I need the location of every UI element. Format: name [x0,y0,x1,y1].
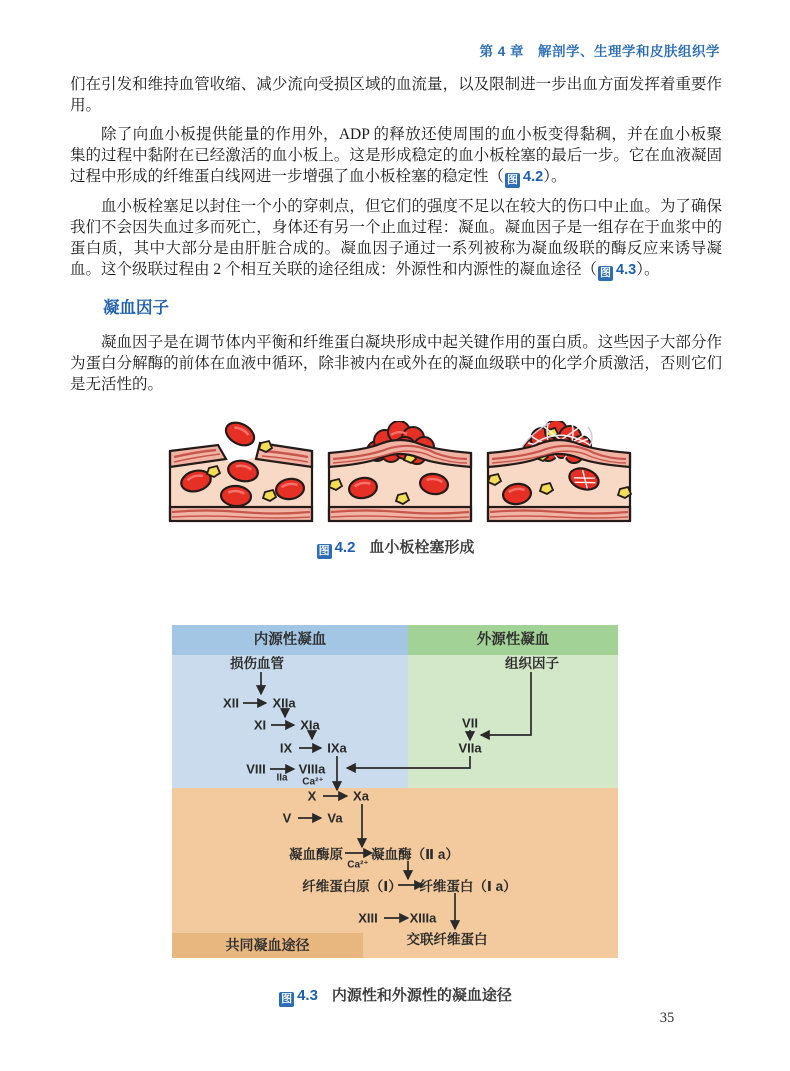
node-factor-xiia: XIIa [272,695,296,711]
figure-4-2-caption [0,536,790,559]
figure-4-2-number: 4.2 [334,539,356,556]
figure-ref-icon: 图 [507,174,519,186]
node-fibrin: 纤维蛋白（Ⅰ a） [419,879,517,894]
node-calcium-1: Ca²⁺ [302,776,324,788]
node-factor-viii: VIII [246,761,266,777]
body-text [70,74,722,403]
figure-ref-4-3: 4.3 [616,262,637,278]
node-damaged-vessel: 损伤血管 [230,656,284,671]
vessel-wound-illustration [166,421,316,527]
figure-4-3-caption [0,984,790,1007]
intrinsic-pathway-header: 内源性凝血 [253,632,327,648]
node-factor-xiii: XIII [358,910,378,926]
vessel-fibrin-mesh-illustration [484,421,634,527]
node-calcium-2: Ca²⁺ [347,859,369,871]
figure-4-2-title: 血小板栓塞形成 [369,539,475,556]
cascade-arrows [172,625,618,958]
figure-4-2 [166,421,636,527]
section-heading: 凝血因子 [103,299,169,317]
node-factor-viia: VIIa [458,740,482,756]
figure-caption-icon: 图 [318,545,330,557]
node-factor-ix: IX [279,740,293,756]
node-factor-va: Va [327,810,343,826]
node-factor-xiiia: XIIIa [409,910,437,926]
paragraph-3: 血小板栓塞足以封住一个小的穿刺点，但它们的强度不足以在较大的伤口中止血。为了确保我们不会因失血过多而死亡，身体还有另一个止血过程：凝血。凝血因子是一组存在于血浆中的蛋白质，其中大部分是由肝脏合成的。凝血因子通过一系列被称为凝血级联的酶反应来诱导凝血。这个级联过程由 2 个相互关联的途径组成：外源性和内源性的凝血途径（ 图 4.3）。 [70,198,722,279]
node-factor-ixa: IXa [327,740,347,756]
node-tissue-factor: 组织因子 [505,656,559,671]
node-prothrombin: 凝血酶原 [289,847,343,862]
vessel-platelet-plug-illustration [325,421,475,527]
figure-ref-4-2: 4.2 [523,169,544,185]
coagulation-pathway-diagram [172,625,618,958]
node-factor-xi: XI [253,717,267,733]
paragraph-1: 们在引发和维持血管收缩、减少流向受损区域的血流量，以及限制进一步出血方面发挥着重要作用。 [70,76,722,114]
paragraph-4: 凝血因子是在调节体内平衡和纤维蛋白凝块形成中起关键作用的蛋白质。这些因子大部分作为蛋白分解酶的前体在血液中循环，除非被内在或外在的凝血级联中的化学介质激活，否则它们是无活性的。 [70,334,722,393]
figure-caption-icon: 图 [281,993,293,1005]
running-header: 第 4 章 解剖学、生理学和皮肤组织学 [479,44,720,59]
node-factor-x: X [307,788,317,804]
figure-ref-icon: 图 [600,267,612,279]
figure-4-3-title: 内源性和外源性的凝血途径 [331,987,512,1004]
extrinsic-pathway-header: 外源性凝血 [476,632,550,648]
node-crosslinked-fibrin: 交联纤维蛋白 [406,932,488,947]
figure-4-3-number: 4.3 [297,987,318,1004]
node-factor-viiia: VIIIa [298,761,326,777]
node-factor-v: V [282,810,292,826]
page-number: 35 [659,1010,675,1026]
paragraph-2: 除了向血小板提供能量的作用外，ADP 的释放还使周围的血小板变得黏稠，并在血小板聚集的过程中黏附在已经激活的血小板上。这是形成稳定的血小板栓塞的最后一步。它在血液凝固过程中形成的纤维蛋白线网进一步增强了血小板栓塞的稳定性（ 图 4.2）。 [70,126,722,186]
node-factor-xa: Xa [353,788,369,804]
node-thrombin: 凝血酶（Ⅱ a） [371,847,459,862]
node-factor-xia: XIa [300,717,320,733]
node-factor-vii: VII [462,715,478,731]
node-fibrinogen: 纤维蛋白原（Ⅰ） [302,879,402,894]
node-factor-xii: XII [223,695,239,711]
common-pathway-label: 共同凝血途径 [225,937,310,953]
node-cofactor-iia: IIa [276,772,288,784]
